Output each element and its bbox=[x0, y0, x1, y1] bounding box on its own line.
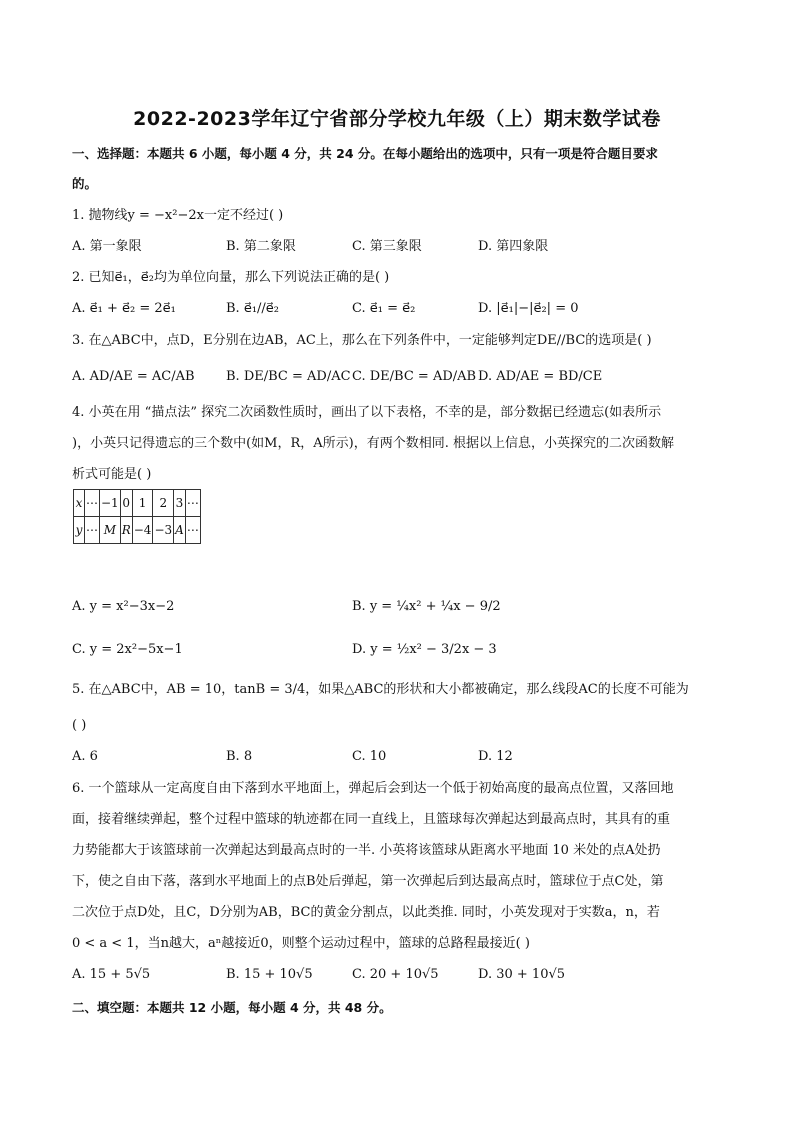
table-cell: M bbox=[100, 517, 121, 544]
table-cell: 0 bbox=[120, 490, 132, 517]
question-3-stem: 3. 在△ABC中，点D，E分别在边AB，AC上，那么在下列条件中，一定能够判定DE//BC的选项是( ) bbox=[72, 333, 652, 348]
table-cell: R bbox=[120, 517, 132, 544]
table-cell: 2 bbox=[153, 490, 174, 517]
q2-option-b: B. e⃗₁//e⃗₂ bbox=[226, 301, 279, 316]
table-cell: −1 bbox=[100, 490, 121, 517]
q6-option-a: A. 15 + 5√5 bbox=[72, 967, 151, 982]
q6-option-b: B. 15 + 10√5 bbox=[226, 967, 313, 982]
q5-option-c: C. 10 bbox=[352, 749, 387, 764]
table-row bbox=[74, 490, 201, 517]
section1-heading-line2: 的。 bbox=[72, 176, 98, 191]
table-cell: y bbox=[74, 517, 85, 544]
q2-option-a: A. e⃗₁ + e⃗₂ = 2e⃗₁ bbox=[72, 301, 176, 316]
question-5-stem-line1: 5. 在△ABC中，AB = 10，tanB = 3/4，如果△ABC的形状和大小都被确定，那么线段AC的长度不可能为 bbox=[72, 682, 689, 697]
question-6-stem-line4: 下，使之自由下落，落到水平地面上的点B处后弹起，第一次弹起后到达最高点时，篮球位于点C处，第 bbox=[72, 874, 664, 889]
table-cell: ⋯ bbox=[85, 490, 100, 517]
q5-option-a: A. 6 bbox=[72, 749, 98, 764]
table-cell: ⋯ bbox=[85, 517, 100, 544]
question-6-stem-line3: 力势能都大于该篮球前一次弹起达到最高点时的一半. 小英将该篮球从距离水平地面 10 米处的点A处扔 bbox=[72, 843, 661, 858]
q3-option-c: C. DE/BC = AD/AB bbox=[352, 369, 477, 384]
q4-option-b: B. y = ¼x² + ¼x − 9/2 bbox=[352, 599, 501, 614]
table-cell: ⋯ bbox=[185, 490, 200, 517]
table-cell: −4 bbox=[132, 517, 153, 544]
question-4-stem-line2: )，小英只记得遗忘的三个数中(如M，R，A所示)，有两个数相同. 根据以上信息，小英探究的二次函数解 bbox=[72, 436, 674, 451]
question-6-stem-line2: 面，接着继续弹起，整个过程中篮球的轨迹都在同一直线上，且篮球每次弹起达到最高点时，其具有的重 bbox=[72, 812, 671, 827]
q1-option-a: A. 第一象限 bbox=[72, 239, 142, 254]
q6-option-c: C. 20 + 10√5 bbox=[352, 967, 439, 982]
q1-option-d: D. 第四象限 bbox=[478, 239, 549, 254]
question-6-stem-line5: 二次位于点D处，且C，D分别为AB，BC的黄金分割点，以此类推. 同时，小英发现对于实数a，n，若 bbox=[72, 905, 660, 920]
section2-heading: 二、填空题：本题共 12 小题，每小题 4 分，共 48 分。 bbox=[72, 1000, 392, 1015]
section1-heading-line1: 一、选择题：本题共 6 小题，每小题 4 分，共 24 分。在每小题给出的选项中，只有一项是符合题目要求 bbox=[72, 146, 658, 161]
table-cell: −3 bbox=[153, 517, 174, 544]
value-table bbox=[73, 489, 201, 544]
q2-option-d: D. |e⃗₁|−|e⃗₂| = 0 bbox=[478, 301, 579, 316]
q5-option-b: B. 8 bbox=[226, 749, 253, 764]
q6-option-d: D. 30 + 10√5 bbox=[478, 967, 566, 982]
q1-option-c: C. 第三象限 bbox=[352, 239, 422, 254]
table-cell: 1 bbox=[132, 490, 153, 517]
question-4-stem-line3: 析式可能是( ) bbox=[72, 467, 152, 482]
q3-option-b: B. DE/BC = AD/AC bbox=[226, 369, 351, 384]
table-cell: 3 bbox=[174, 490, 186, 517]
q4-option-c: C. y = 2x²−5x−1 bbox=[72, 642, 183, 657]
q3-option-a: A. AD/AE = AC/AB bbox=[72, 369, 195, 384]
question-6-stem-line6: 0 < a < 1，当n越大，aⁿ越接近0，则整个运动过程中，篮球的总路程最接近( ) bbox=[72, 936, 530, 951]
table-cell: ⋯ bbox=[185, 517, 200, 544]
q1-option-b: B. 第二象限 bbox=[226, 239, 296, 254]
q5-option-d: D. 12 bbox=[478, 749, 513, 764]
question-2-stem: 2. 已知e⃗₁，e⃗₂均为单位向量，那么下列说法正确的是( ) bbox=[72, 270, 390, 285]
table-row bbox=[74, 517, 201, 544]
question-5-stem-line2: ( ) bbox=[72, 718, 87, 733]
question-6-stem-line1: 6. 一个篮球从一定高度自由下落到水平地面上，弹起后会到达一个低于初始高度的最高点位置，又落回地 bbox=[72, 781, 674, 796]
q4-option-d: D. y = ½x² − 3/2x − 3 bbox=[352, 642, 497, 657]
table-cell: A bbox=[174, 517, 186, 544]
q4-option-a: A. y = x²−3x−2 bbox=[72, 599, 175, 614]
exam-title: 2022-2023学年辽宁省部分学校九年级（上）期末数学试卷 bbox=[133, 108, 661, 130]
q3-option-d: D. AD/AE = BD/CE bbox=[478, 369, 603, 384]
question-1-stem: 1. 抛物线y = −x²−2x一定不经过( ) bbox=[72, 208, 284, 223]
question-4-stem-line1: 4. 小英在用 “描点法” 探究二次函数性质时，画出了以下表格，不幸的是，部分数据已经遗忘(如表所示 bbox=[72, 405, 662, 420]
table-cell: x bbox=[74, 490, 85, 517]
q2-option-c: C. e⃗₁ = e⃗₂ bbox=[352, 301, 416, 316]
